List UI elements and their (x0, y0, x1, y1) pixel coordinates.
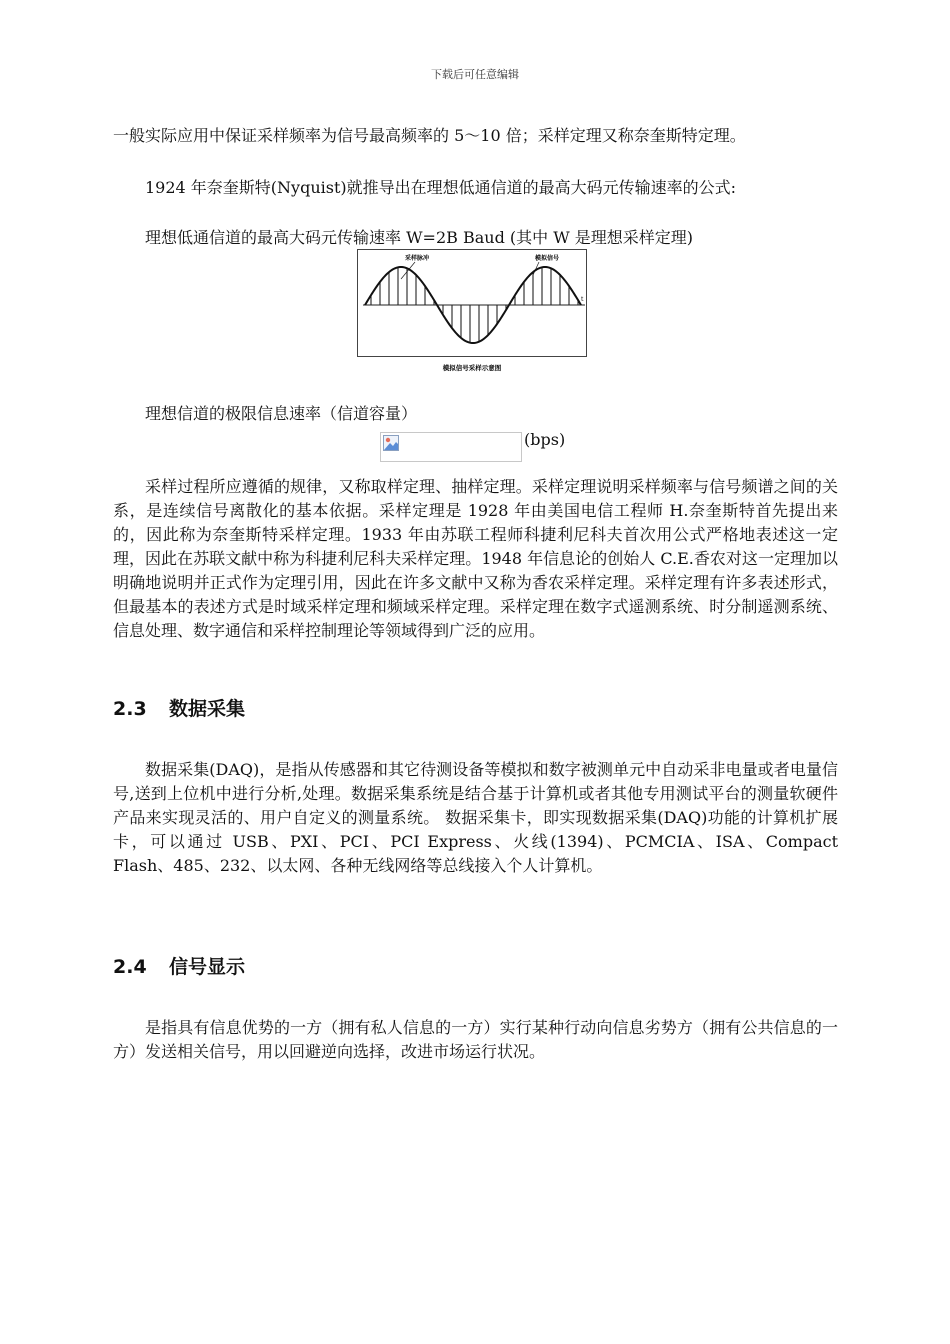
paragraph-max-baud-rate: 理想低通信道的最高大码元传输速率 W=2B Baud (其中 W 是理想采样定理) (145, 228, 693, 247)
section-heading-data-acquisition (113, 694, 245, 721)
section-number: 2.3 (113, 698, 147, 720)
formula-image-placeholder (380, 432, 522, 462)
analog-signal-label: 模拟信号 (535, 255, 560, 262)
paragraph-signal-display: 是指具有信息优势的一方（拥有私人信息的一方）实行某种行动向信息劣势方（拥有公共信息的一方）发送相关信号，用以回避逆向选择，改进市场运行状况。 (113, 1018, 838, 1061)
paragraph-sampling-rate: 一般实际应用中保证采样频率为信号最高频率的 5～10 倍；采样定理又称奈奎斯特定理。 (113, 126, 746, 145)
paragraph-nyquist-1924: 1924 年奈奎斯特(Nyquist)就推导出在理想低通信道的最高大码元传输速率的公式: (145, 178, 737, 197)
diagram-caption: 模拟信号采样示意图 (442, 364, 502, 372)
section-number: 2.4 (113, 956, 147, 978)
paragraph-data-acquisition: 数据采集(DAQ)，是指从传感器和其它待测设备等模拟和数字被测单元中自动采非电量或者电量信号,送到上位机中进行分析,处理。数据采集系统是结合基于计算机或者其他专用测试平台的测量软硬件产品来实现灵活的、用户自定义的测量系统。 数据采集卡，即实现数据采集(DAQ)功能的计算机扩展卡，可以通过 USB、PXI、PCI、PCI Express、火线(1394)、PCMCIA、ISA、Compact Flash、485、232、以太网、各种无线网络等总线接入个人计算机。 (113, 760, 838, 875)
page-header: 下载后可任意编辑 (431, 68, 519, 81)
section-title: 数据采集 (169, 698, 246, 720)
sampling-diagram (357, 249, 587, 375)
section-heading-signal-display (113, 952, 245, 979)
paragraph-sampling-theorem: 采样过程所应遵循的规律，又称取样定理、抽样定理。采样定理说明采样频率与信号频谱之间的关系，是连续信号离散化的基本依据。采样定理是 1928 年由美国电信工程师 H.奈奎斯特首先提出来的，因此称为奈奎斯特采样定理。1933 年由苏联工程师科捷利尼科夫首次用公式严格地表述这一定理，因此在苏联文献中称为科捷利尼科夫采样定理。1948 年信息论的创始人 C.E.香农对这一定理加以明确地说明并正式作为定理引用，因此在许多文献中又称为香农采样定理。采样定理有许多表述形式，但最基本的表述方式是时域采样定理和频域采样定理。采样定理在数字式遥测系统、时分制遥测系统、信息处理、数字通信和采样控制理论等领域得到广泛的应用。 (113, 477, 838, 640)
formula-unit: (bps) (524, 430, 566, 449)
sampling-pulse-label: 采样脉冲 (405, 255, 430, 262)
section-title: 信号显示 (169, 956, 246, 978)
time-axis-label: t (581, 296, 584, 303)
capacity-formula (380, 430, 566, 462)
broken-image-icon (383, 435, 399, 451)
paragraph-channel-capacity: 理想信道的极限信息速率（信道容量） (145, 404, 418, 423)
diagram-frame (358, 250, 587, 357)
